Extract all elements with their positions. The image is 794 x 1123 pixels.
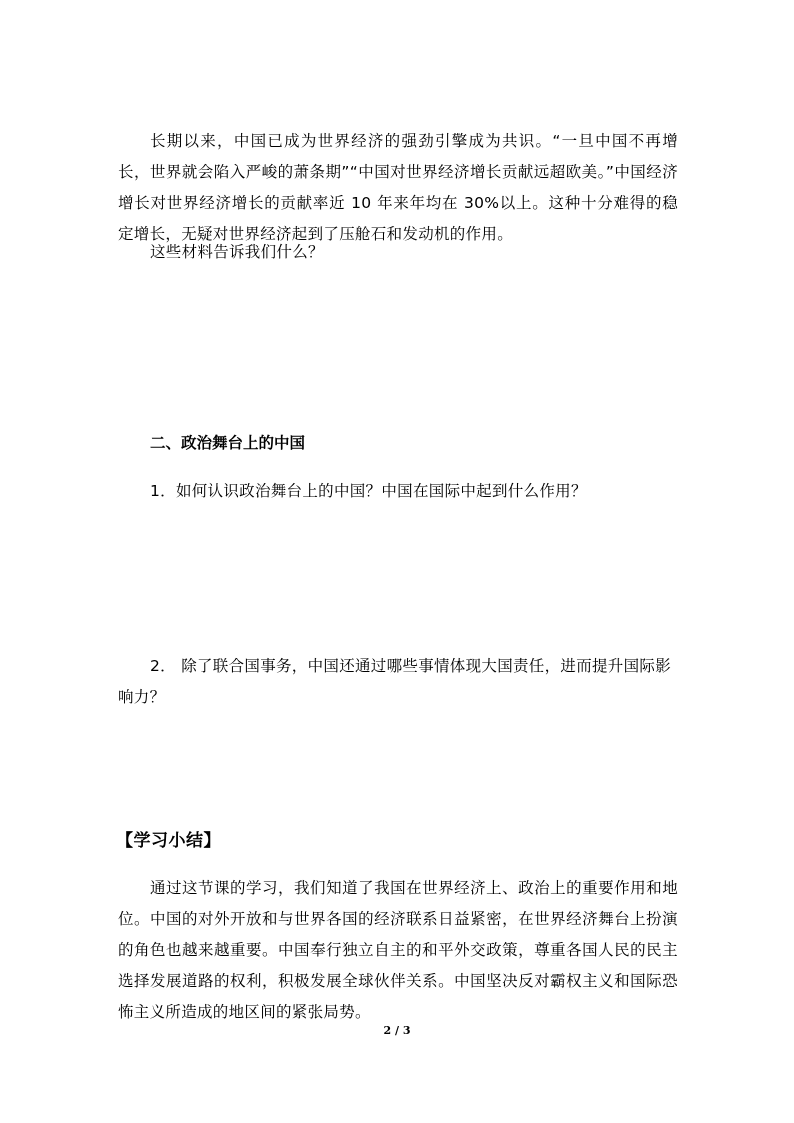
question-1: 1．如何认识政治舞台上的中国？中国在国际中起到什么作用？ bbox=[150, 482, 587, 500]
section-heading-politics: 二、政治舞台上的中国 bbox=[150, 434, 306, 452]
summary-title: 【学习小结】 bbox=[116, 831, 221, 851]
question-2: 2． 除了联合国事务，中国还通过哪些事情体现大国责任，进而提升国际影响力？ bbox=[118, 657, 671, 706]
page-number: 2 / 3 bbox=[383, 1024, 411, 1037]
summary-paragraph: 通过这节课的学习，我们知道了我国在世界经济上、政治上的重要作用和地位。中国的对外开放和与世界各国的经济联系日益紧密，在世界经济舞台上扮演的角色也越来越重要。中国奉行独立自主的和平外交政策，尊重各国人民的民主选择发展道路的权利，积极发展全球伙伴关系。中国坚决反对霸权主义和国际恐怖主义所造成的地区间的紧张局势。 bbox=[118, 879, 678, 1021]
intro-paragraph: 长期以来，中国已成为世界经济的强劲引擎成为共识。“一旦中国不再增长，世界就会陷入严峻的萧条期”“中国对世界经济增长贡献远超欧美。”中国经济增长对世界经济增长的贡献率近 10 年来年均在 30%以上。这种十分难得的稳定增长，无疑对世界经济起到了压舱石和发动机的作用。 bbox=[118, 132, 678, 243]
question-paragraph: 这些材料告诉我们什么？ bbox=[150, 243, 324, 261]
